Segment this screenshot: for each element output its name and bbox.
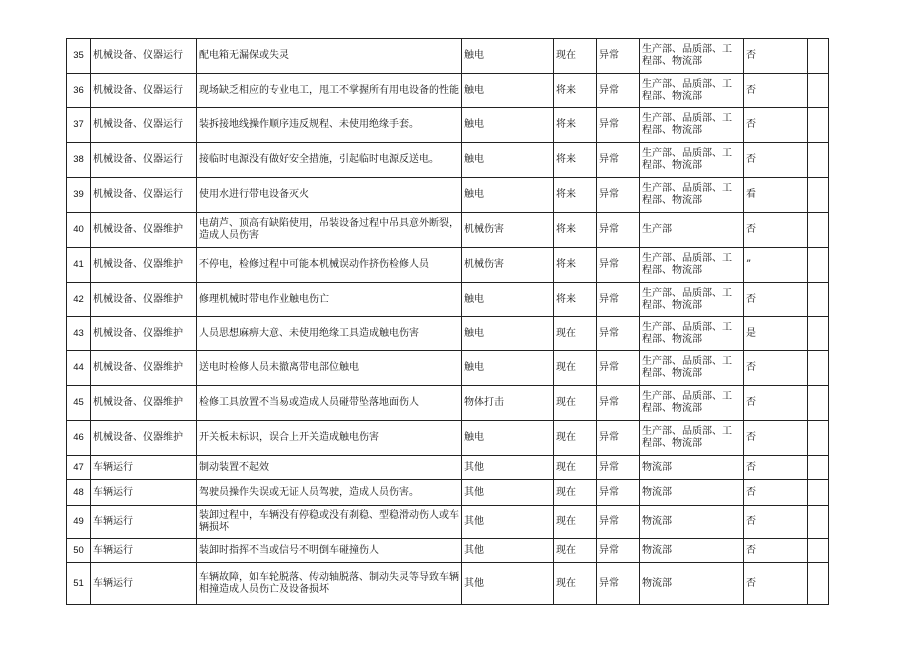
state-cell: 异常 bbox=[597, 386, 640, 421]
tense-cell: 现在 bbox=[554, 421, 597, 456]
accident-type-cell: 触电 bbox=[462, 39, 554, 74]
row-number-cell: 41 bbox=[67, 248, 91, 283]
tense-cell: 现在 bbox=[554, 39, 597, 74]
state-cell: 异常 bbox=[597, 563, 640, 605]
flag-cell: 否 bbox=[744, 480, 808, 506]
hazard-description-cell: 驾驶员操作失误或无证人员驾驶，造成人员伤害。 bbox=[197, 480, 462, 506]
table-row bbox=[67, 351, 829, 386]
hazard-table bbox=[66, 38, 829, 605]
hazard-description-cell: 车辆故障，如车轮脱落、传动轴脱落、制动失灵等导致车辆相撞造成人员伤亡及设备损坏 bbox=[197, 563, 462, 605]
hazard-table-body bbox=[67, 39, 829, 605]
accident-type-cell: 物体打击 bbox=[462, 386, 554, 421]
state-cell: 异常 bbox=[597, 248, 640, 283]
flag-cell: 否 bbox=[744, 386, 808, 421]
accident-type-cell: 机械伤害 bbox=[462, 248, 554, 283]
accident-type-cell: 触电 bbox=[462, 421, 554, 456]
activity-cell: 机械设备、仪器运行 bbox=[91, 74, 197, 108]
state-cell: 异常 bbox=[597, 317, 640, 351]
accident-type-cell: 触电 bbox=[462, 351, 554, 386]
activity-cell: 车辆运行 bbox=[91, 506, 197, 539]
tense-cell: 现在 bbox=[554, 480, 597, 506]
activity-cell: 机械设备、仪器维护 bbox=[91, 351, 197, 386]
accident-type-cell: 触电 bbox=[462, 283, 554, 317]
flag-cell: 否 bbox=[744, 539, 808, 563]
activity-cell: 车辆运行 bbox=[91, 539, 197, 563]
hazard-description-cell: 开关板未标识，误合上开关造成触电伤害 bbox=[197, 421, 462, 456]
table-row bbox=[67, 506, 829, 539]
activity-cell: 机械设备、仪器维护 bbox=[91, 283, 197, 317]
blank-cell bbox=[808, 317, 829, 351]
hazard-description-cell: 现场缺乏相应的专业电工，甩工不掌握所有用电设备的性能 bbox=[197, 74, 462, 108]
blank-cell bbox=[808, 108, 829, 143]
flag-cell: 否 bbox=[744, 74, 808, 108]
tense-cell: 将来 bbox=[554, 74, 597, 108]
accident-type-cell: 触电 bbox=[462, 74, 554, 108]
responsible-department-cell: 物流部 bbox=[640, 539, 744, 563]
blank-cell bbox=[808, 283, 829, 317]
flag-cell: ” bbox=[744, 248, 808, 283]
responsible-department-cell: 物流部 bbox=[640, 506, 744, 539]
row-number-cell: 42 bbox=[67, 283, 91, 317]
state-cell: 异常 bbox=[597, 74, 640, 108]
blank-cell bbox=[808, 39, 829, 74]
responsible-department-cell: 生产部、品质部、工程部、物流部 bbox=[640, 283, 744, 317]
row-number-cell: 40 bbox=[67, 213, 91, 248]
blank-cell bbox=[808, 351, 829, 386]
state-cell: 异常 bbox=[597, 283, 640, 317]
hazard-description-cell: 人员思想麻痹大意、未使用绝缘工具造成触电伤害 bbox=[197, 317, 462, 351]
flag-cell: 看 bbox=[744, 178, 808, 213]
blank-cell bbox=[808, 563, 829, 605]
flag-cell: 否 bbox=[744, 563, 808, 605]
accident-type-cell: 触电 bbox=[462, 317, 554, 351]
state-cell: 异常 bbox=[597, 143, 640, 178]
table-row bbox=[67, 74, 829, 108]
responsible-department-cell: 生产部、品质部、工程部、物流部 bbox=[640, 178, 744, 213]
hazard-description-cell: 不停电，检修过程中可能本机械误动作挤伤检修人员 bbox=[197, 248, 462, 283]
state-cell: 异常 bbox=[597, 108, 640, 143]
tense-cell: 将来 bbox=[554, 283, 597, 317]
table-row bbox=[67, 213, 829, 248]
accident-type-cell: 机械伤害 bbox=[462, 213, 554, 248]
hazard-description-cell: 修理机械时带电作业触电伤亡 bbox=[197, 283, 462, 317]
flag-cell: 否 bbox=[744, 108, 808, 143]
state-cell: 异常 bbox=[597, 351, 640, 386]
responsible-department-cell: 生产部、品质部、工程部、物流部 bbox=[640, 386, 744, 421]
responsible-department-cell: 物流部 bbox=[640, 563, 744, 605]
row-number-cell: 51 bbox=[67, 563, 91, 605]
responsible-department-cell: 生产部、品质部、工程部、物流部 bbox=[640, 39, 744, 74]
row-number-cell: 37 bbox=[67, 108, 91, 143]
table-row bbox=[67, 248, 829, 283]
table-row bbox=[67, 283, 829, 317]
state-cell: 异常 bbox=[597, 39, 640, 74]
blank-cell bbox=[808, 143, 829, 178]
blank-cell bbox=[808, 421, 829, 456]
tense-cell: 现在 bbox=[554, 506, 597, 539]
table-row bbox=[67, 421, 829, 456]
row-number-cell: 46 bbox=[67, 421, 91, 456]
responsible-department-cell: 生产部、品质部、工程部、物流部 bbox=[640, 351, 744, 386]
activity-cell: 车辆运行 bbox=[91, 456, 197, 480]
table-row bbox=[67, 563, 829, 605]
activity-cell: 机械设备、仪器运行 bbox=[91, 39, 197, 74]
accident-type-cell: 其他 bbox=[462, 506, 554, 539]
blank-cell bbox=[808, 74, 829, 108]
row-number-cell: 35 bbox=[67, 39, 91, 74]
tense-cell: 将来 bbox=[554, 108, 597, 143]
table-row bbox=[67, 386, 829, 421]
row-number-cell: 45 bbox=[67, 386, 91, 421]
table-row bbox=[67, 143, 829, 178]
table-row bbox=[67, 39, 829, 74]
responsible-department-cell: 生产部、品质部、工程部、物流部 bbox=[640, 317, 744, 351]
blank-cell bbox=[808, 213, 829, 248]
hazard-description-cell: 送电时检修人员未撤离带电部位触电 bbox=[197, 351, 462, 386]
tense-cell: 现在 bbox=[554, 317, 597, 351]
state-cell: 异常 bbox=[597, 539, 640, 563]
accident-type-cell: 其他 bbox=[462, 539, 554, 563]
responsible-department-cell: 生产部、品质部、工程部、物流部 bbox=[640, 143, 744, 178]
row-number-cell: 50 bbox=[67, 539, 91, 563]
tense-cell: 将来 bbox=[554, 213, 597, 248]
blank-cell bbox=[808, 248, 829, 283]
row-number-cell: 49 bbox=[67, 506, 91, 539]
row-number-cell: 43 bbox=[67, 317, 91, 351]
responsible-department-cell: 生产部 bbox=[640, 213, 744, 248]
hazard-description-cell: 装拆接地线操作顺序违反规程、未使用绝缘手套。 bbox=[197, 108, 462, 143]
row-number-cell: 48 bbox=[67, 480, 91, 506]
flag-cell: 是 bbox=[744, 317, 808, 351]
table-row bbox=[67, 456, 829, 480]
table-row bbox=[67, 317, 829, 351]
flag-cell: 否 bbox=[744, 213, 808, 248]
activity-cell: 机械设备、仪器运行 bbox=[91, 178, 197, 213]
activity-cell: 机械设备、仪器维护 bbox=[91, 421, 197, 456]
hazard-description-cell: 配电箱无漏保或失灵 bbox=[197, 39, 462, 74]
accident-type-cell: 触电 bbox=[462, 108, 554, 143]
tense-cell: 现在 bbox=[554, 386, 597, 421]
tense-cell: 将来 bbox=[554, 143, 597, 178]
accident-type-cell: 其他 bbox=[462, 563, 554, 605]
row-number-cell: 47 bbox=[67, 456, 91, 480]
table-row bbox=[67, 108, 829, 143]
activity-cell: 机械设备、仪器运行 bbox=[91, 108, 197, 143]
accident-type-cell: 其他 bbox=[462, 456, 554, 480]
responsible-department-cell: 生产部、品质部、工程部、物流部 bbox=[640, 421, 744, 456]
tense-cell: 现在 bbox=[554, 351, 597, 386]
activity-cell: 机械设备、仪器维护 bbox=[91, 317, 197, 351]
blank-cell bbox=[808, 178, 829, 213]
blank-cell bbox=[808, 539, 829, 563]
activity-cell: 车辆运行 bbox=[91, 563, 197, 605]
tense-cell: 现在 bbox=[554, 539, 597, 563]
blank-cell bbox=[808, 480, 829, 506]
state-cell: 异常 bbox=[597, 213, 640, 248]
activity-cell: 机械设备、仪器维护 bbox=[91, 386, 197, 421]
accident-type-cell: 其他 bbox=[462, 480, 554, 506]
flag-cell: 否 bbox=[744, 283, 808, 317]
blank-cell bbox=[808, 386, 829, 421]
responsible-department-cell: 生产部、品质部、工程部、物流部 bbox=[640, 74, 744, 108]
responsible-department-cell: 生产部、品质部、工程部、物流部 bbox=[640, 108, 744, 143]
state-cell: 异常 bbox=[597, 456, 640, 480]
tense-cell: 现在 bbox=[554, 563, 597, 605]
tense-cell: 将来 bbox=[554, 248, 597, 283]
flag-cell: 否 bbox=[744, 421, 808, 456]
hazard-description-cell: 电葫芦、顶高有缺陷使用，吊装设备过程中吊具意外断裂，造成人员伤害 bbox=[197, 213, 462, 248]
activity-cell: 机械设备、仪器维护 bbox=[91, 213, 197, 248]
table-row bbox=[67, 480, 829, 506]
table-row bbox=[67, 178, 829, 213]
flag-cell: 否 bbox=[744, 143, 808, 178]
tense-cell: 将来 bbox=[554, 178, 597, 213]
responsible-department-cell: 物流部 bbox=[640, 480, 744, 506]
state-cell: 异常 bbox=[597, 480, 640, 506]
table-row bbox=[67, 539, 829, 563]
activity-cell: 机械设备、仪器维护 bbox=[91, 248, 197, 283]
flag-cell: 否 bbox=[744, 456, 808, 480]
flag-cell: 否 bbox=[744, 351, 808, 386]
activity-cell: 车辆运行 bbox=[91, 480, 197, 506]
row-number-cell: 44 bbox=[67, 351, 91, 386]
blank-cell bbox=[808, 456, 829, 480]
hazard-description-cell: 检修工具放置不当易或造成人员碰带坠落地面伤人 bbox=[197, 386, 462, 421]
flag-cell: 否 bbox=[744, 39, 808, 74]
hazard-description-cell: 制动装置不起效 bbox=[197, 456, 462, 480]
hazard-description-cell: 装卸过程中，车辆没有停稳或没有刹稳、型稳滑动伤人或车辆损坏 bbox=[197, 506, 462, 539]
flag-cell: 否 bbox=[744, 506, 808, 539]
row-number-cell: 36 bbox=[67, 74, 91, 108]
responsible-department-cell: 物流部 bbox=[640, 456, 744, 480]
hazard-description-cell: 使用水进行带电设备灭火 bbox=[197, 178, 462, 213]
state-cell: 异常 bbox=[597, 421, 640, 456]
hazard-description-cell: 接临时电源没有做好安全措施，引起临时电源反送电。 bbox=[197, 143, 462, 178]
hazard-description-cell: 装卸时指挥不当或信号不明倒车碰撞伤人 bbox=[197, 539, 462, 563]
responsible-department-cell: 生产部、品质部、工程部、物流部 bbox=[640, 248, 744, 283]
activity-cell: 机械设备、仪器运行 bbox=[91, 143, 197, 178]
blank-cell bbox=[808, 506, 829, 539]
accident-type-cell: 触电 bbox=[462, 143, 554, 178]
row-number-cell: 38 bbox=[67, 143, 91, 178]
state-cell: 异常 bbox=[597, 178, 640, 213]
accident-type-cell: 触电 bbox=[462, 178, 554, 213]
row-number-cell: 39 bbox=[67, 178, 91, 213]
tense-cell: 现在 bbox=[554, 456, 597, 480]
state-cell: 异常 bbox=[597, 506, 640, 539]
